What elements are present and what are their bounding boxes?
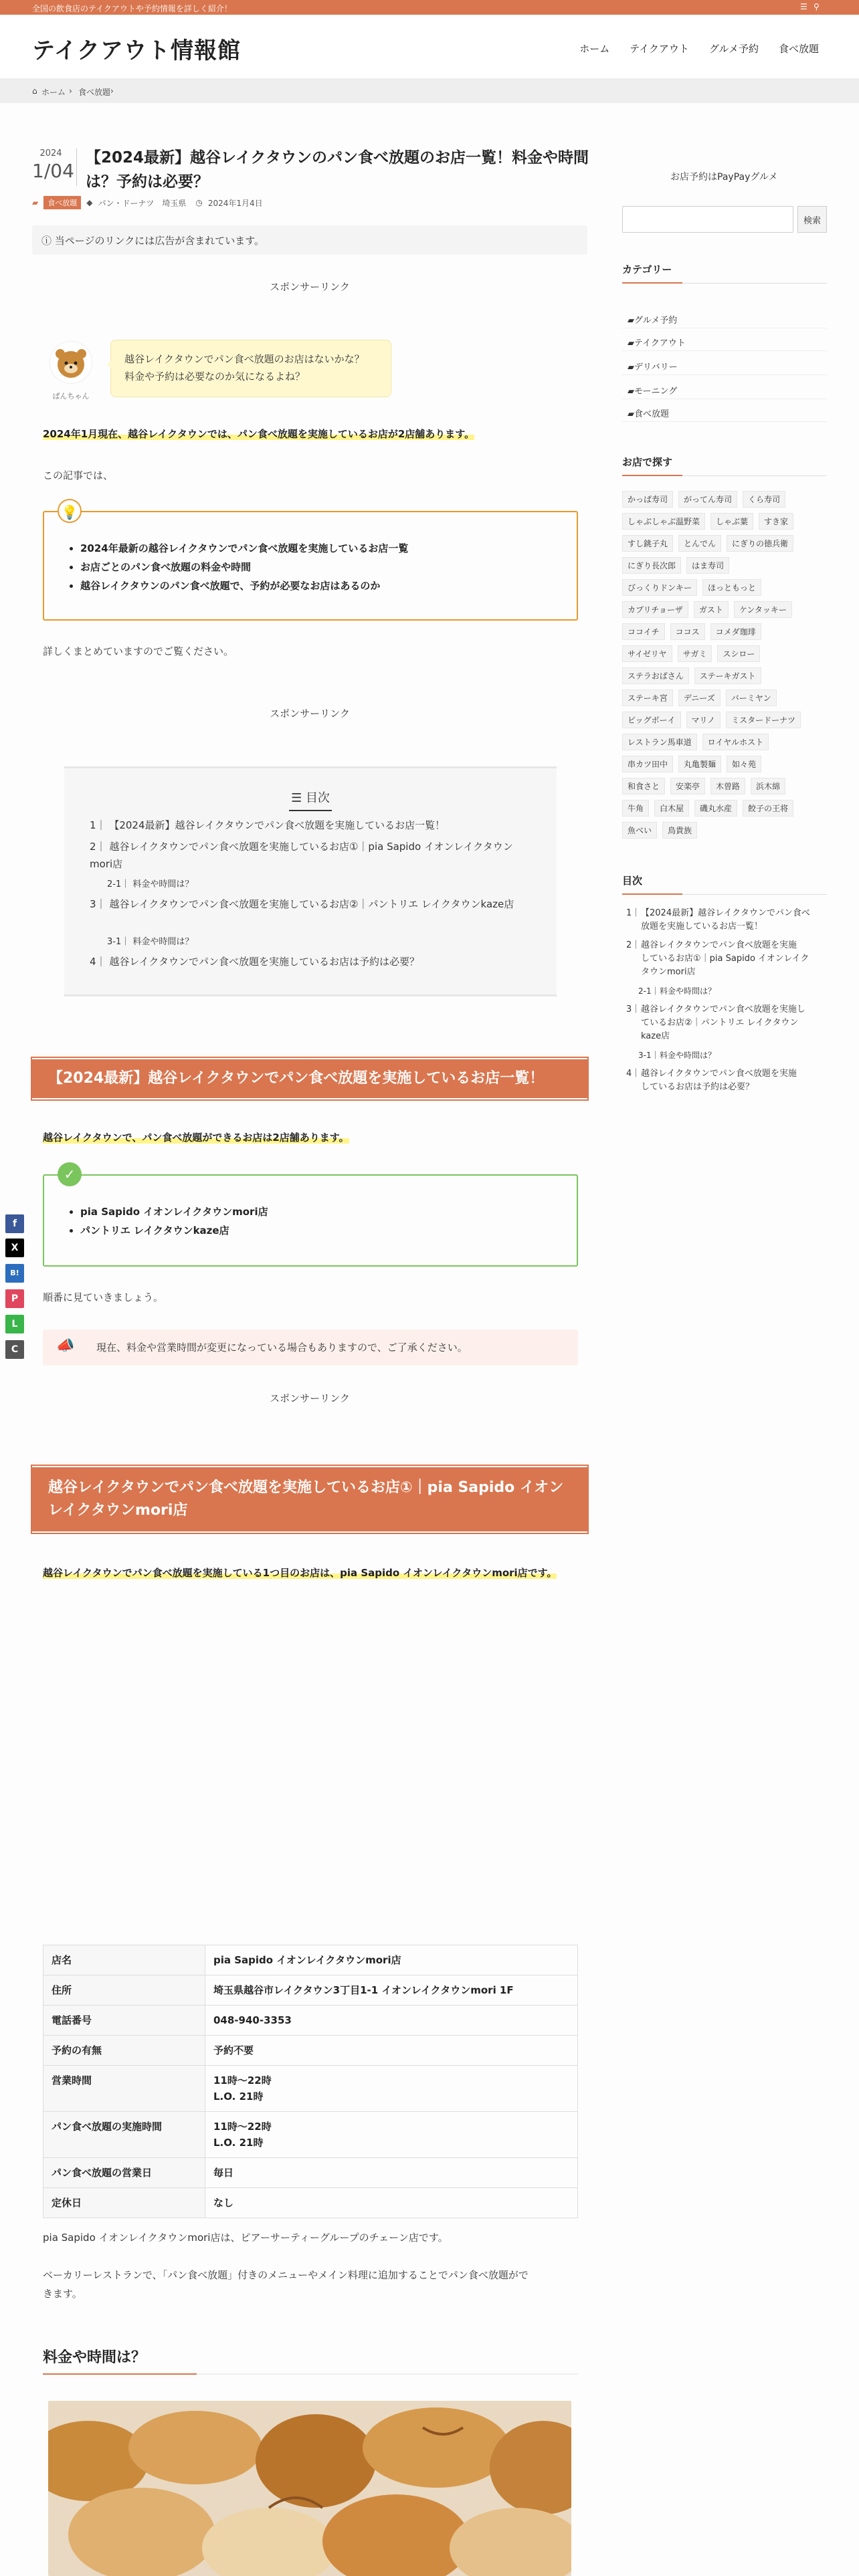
line-share-button[interactable]: L (5, 1315, 24, 1333)
sidebar-category-item[interactable]: ▰グルメ予約 (628, 316, 678, 326)
toc-divider (289, 810, 332, 811)
tag-link[interactable]: 白木屋 (654, 800, 689, 817)
tag-link[interactable]: 木曽路 (710, 778, 745, 794)
nav-buffet[interactable]: 食べ放題 (778, 43, 819, 55)
nav-takeout[interactable]: テイクアウト (630, 43, 689, 55)
tag-link[interactable]: ミスタードーナツ (726, 712, 801, 728)
tag-link[interactable]: ガスト (694, 601, 729, 618)
post-year: 2024 (39, 148, 62, 158)
shop-info-table (43, 1945, 578, 2218)
subsection-heading: 料金や時間は？ (43, 2346, 578, 2375)
clock-icon: ◷ (195, 198, 203, 207)
tag-link[interactable]: ステーキガスト (694, 667, 761, 684)
tag-link[interactable]: 安楽亭 (670, 778, 705, 794)
table-row: パン食べ放題の実施時間 11時〜22時 L.O. 21時 (43, 2112, 578, 2158)
avatar (50, 341, 92, 384)
highlight-text: 越谷レイクタウンでパン食べ放題を実施している1つ目のお店は、pia Sapido イオンレイクタウンmori店です。 (43, 1567, 557, 1579)
tag-link[interactable]: レストラン馬車道 (622, 734, 697, 750)
tag-link[interactable]: びっくりドンキー (622, 579, 697, 596)
tag-link[interactable]: マリノ (686, 712, 721, 728)
ad-notice-text: 当ページのリンクには広告が含まれています。 (54, 235, 264, 247)
sidebar-toc-item[interactable]: 2｜ 越谷レイクタウンでパン食べ放題を実施 しているお店①｜pia Sapido イオンレイク タウンmori店 (626, 940, 809, 977)
breadcrumb (0, 79, 859, 103)
nav-home[interactable]: ホーム (579, 43, 610, 55)
home-icon: ⌂ (32, 86, 37, 96)
tag-link[interactable]: かっぱ寿司 (622, 491, 673, 508)
tag-link[interactable]: すき家 (759, 513, 793, 530)
divider (622, 421, 827, 422)
tag-link[interactable]: 磯丸水産 (694, 800, 737, 817)
tag-link[interactable]: ステラおばさん (622, 667, 689, 684)
published-date: 2024年1月4日 (207, 198, 263, 208)
nav-gourmet[interactable]: グルメ予約 (708, 43, 759, 55)
tag-link[interactable]: がってん寿司 (678, 491, 737, 508)
toc-item-4[interactable]: 4｜ 越谷レイクタウンでパン食べ放題を実施しているお店は予約は必要？ (90, 956, 419, 968)
tag-link[interactable]: カプリチョーザ (622, 601, 688, 618)
tag-link[interactable]: にぎりの徳兵衛 (727, 535, 793, 552)
order-note: 順番に見ていきましょう。 (43, 1291, 164, 1303)
breadcrumb-home[interactable]: ホーム (41, 88, 66, 97)
lightbulb-icon: 💡 (58, 499, 82, 523)
table-row: 定休日 なし (43, 2188, 578, 2218)
sidebar-toc-item[interactable]: 3-1｜ 料金や時間は？ (638, 1051, 717, 1060)
tag-link[interactable]: 牛角 (622, 800, 649, 817)
shop-item: • pia Sapido イオンレイクタウンmori店 (80, 1202, 268, 1221)
tag-link[interactable]: ココス (670, 623, 705, 640)
tag-link[interactable]: 鳥貴族 (662, 822, 697, 839)
tag-link[interactable]: 和食さと (622, 778, 665, 794)
facebook-share-button[interactable]: f (5, 1214, 24, 1233)
divider (622, 374, 827, 375)
ad-notice (32, 225, 587, 255)
rss-icon[interactable]: ☰ (800, 2, 807, 11)
toc-item-1[interactable]: 1｜ 【2024最新】越谷レイクタウンでパン食べ放題を実施しているお店一覧！ (90, 819, 446, 831)
chevron-right-icon: › (69, 86, 72, 96)
table-row: パン食べ放題の営業日 毎日 (43, 2158, 578, 2188)
sidebar-category-item[interactable]: ▰デリバリー (628, 362, 678, 372)
tag-icon: ◆ (86, 198, 93, 207)
tag-link[interactable]: ほっともっと (702, 579, 761, 596)
shop-item: • パントリエ レイクタウンkaze店 (80, 1221, 268, 1240)
intro-text: この記事では、 (43, 469, 114, 481)
tag-link[interactable]: とんでん (678, 535, 721, 552)
sidebar-category-item[interactable]: ▰モーニング (628, 387, 678, 397)
breadcrumb-category[interactable]: 食べ放題 (78, 88, 111, 97)
chevron-right-icon: › (110, 86, 114, 96)
section-heading-2: 越谷レイクタウンでパン食べ放題を実施しているお店①｜pia Sapido イオンレイクタウンmori店 (32, 1466, 587, 1533)
table-row: 予約の有無 予約不要 (43, 2036, 578, 2066)
topbar-message: 全国の飲食店のテイクアウトや予約情報を詳しく紹介！ (32, 4, 232, 13)
hatena-share-button[interactable]: B! (5, 1264, 24, 1283)
category-badge[interactable]: 食べ放題 (43, 196, 81, 209)
site-header (0, 15, 859, 79)
tag-link[interactable]: 如々苑 (727, 756, 761, 772)
divider (622, 350, 827, 351)
post-date-box (32, 148, 74, 182)
notice-text: 現在、料金や営業時間が変更になっている場合もありますので、ご了承ください。 (96, 1341, 468, 1354)
sidebar-toc-item[interactable]: 4｜ 越谷レイクタウンでパン食べ放題を実施 しているお店は予約は必要？ (626, 1069, 797, 1092)
sidebar-toc-title: 目次 (622, 873, 827, 895)
toc-item-2-1[interactable]: 2-1｜ 料金や時間は？ (107, 879, 194, 889)
tag-link[interactable]: ケンタッキー (734, 601, 792, 618)
table-row: 営業時間 11時〜22時 L.O. 21時 (43, 2066, 578, 2112)
sidebar-toc-item[interactable]: 3｜ 越谷レイクタウンでパン食べ放題を実施し ているお店②｜パントリエ レイクタウン kaze店 (626, 1004, 805, 1041)
tag-link[interactable]: 丸亀製麺 (678, 756, 721, 772)
date-divider (76, 148, 77, 186)
tag-link[interactable]: ビッグボーイ (622, 712, 681, 728)
copy-link-button[interactable]: C (5, 1340, 24, 1359)
megaphone-icon: 📣 (56, 1337, 75, 1354)
sponsor-label: スポンサーリンク (270, 708, 350, 720)
shops-box (43, 1166, 578, 1267)
tag-link[interactable]: 魚べい (622, 822, 657, 839)
toc-item-3-1[interactable]: 3-1｜ 料金や時間は？ (107, 937, 194, 947)
tag-link[interactable]: にぎり長次郎 (622, 557, 681, 574)
tag-cloud (622, 491, 827, 845)
search-icon[interactable]: ⚲ (814, 2, 820, 11)
toc-item-3[interactable]: 3｜ 越谷レイクタウンでパン食べ放題を実施しているお店②｜パントリエ レイクタウンkaze店 (90, 898, 514, 910)
tag-link[interactable]: はま寿司 (686, 557, 729, 574)
tag-link[interactable]: スシロー (717, 645, 760, 662)
tag-link[interactable]: 串カツ田中 (622, 756, 673, 772)
post-meta (32, 196, 263, 209)
global-nav (579, 41, 819, 56)
tag-link[interactable]: ロイヤルホスト (702, 734, 769, 750)
highlight-text: 越谷レイクタウンで、パン食べ放題ができるお店は2店舗あります。 (43, 1132, 349, 1144)
speech-bubble (110, 340, 391, 397)
x-share-button[interactable]: X (5, 1239, 24, 1257)
toc-title: ☰ 目次 (291, 791, 330, 805)
section-heading-1: 【2024最新】越谷レイクタウンでパン食べ放題を実施しているお店一覧！ (32, 1058, 587, 1099)
point-item: • 2024年最新の越谷レイクタウンでパン食べ放題を実施しているお店一覧 (80, 539, 408, 558)
tag-link[interactable]: バーミヤン (726, 689, 777, 706)
sidebar-category-title: カテゴリー (622, 262, 827, 284)
tag-link[interactable]: しゃぶしゃぶ温野菜 (622, 513, 705, 530)
tag-link[interactable]: コメダ珈琲 (710, 623, 761, 640)
sponsor-label: スポンサーリンク (270, 281, 350, 293)
sidebar-category-item[interactable]: ▰食べ放題 (628, 409, 670, 419)
info-icon: ⓘ (41, 235, 52, 247)
sidebar-toc (626, 907, 827, 1107)
sidebar-ad-text[interactable]: お店予約はPayPayグルメ (670, 172, 778, 183)
toc-item-2[interactable]: 2｜ 越谷レイクタウンでパン食べ放題を実施しているお店①｜pia Sapido イオンレイクタウンmori店 (90, 841, 513, 870)
notice-box (43, 1329, 578, 1366)
tag-link[interactable]: ステーキ宮 (622, 689, 673, 706)
search-button[interactable]: 検索 (797, 206, 827, 233)
tag-link[interactable]: サガミ (678, 645, 712, 662)
page-title: 【2024最新】越谷レイクタウンのパン食べ放題のお店一覧！料金や時間は？予約は必要？ (86, 149, 589, 191)
summary-text: 詳しくまとめていますのでご覧ください。 (43, 645, 234, 657)
highlight-text: 2024年1月現在、越谷レイクタウンでは、パン食べ放題を実施しているお店が2店舗あります。 (43, 428, 475, 440)
avatar-name: ぱんちゃん (52, 392, 90, 401)
speech-line: 越谷レイクタウンでパン食べ放題のお店はないかな？ (124, 353, 365, 365)
post-tags[interactable]: パン・ドーナツ 埼玉県 (98, 198, 187, 208)
paragraph: pia Sapido イオンレイクタウンmori店は、ピアーサーティーグループのチェーン店です。 (43, 2232, 448, 2244)
sidebar-toc-item[interactable]: 1｜ 【2024最新】越谷レイクタウンでパン食べ 放題を実施しているお店一覧！ (626, 908, 810, 932)
sidebar-category-item[interactable]: ▰テイクアウト (628, 338, 686, 348)
table-of-contents (64, 766, 557, 996)
tag-link[interactable]: 餃子の王将 (743, 800, 793, 817)
sidebar-tags-title: お店で探す (622, 455, 827, 476)
sponsor-label: スポンサーリンク (270, 1392, 350, 1404)
check-icon: ✓ (58, 1162, 82, 1186)
table-row: 住所 埼玉県越谷市レイクタウン3丁目1-1 イオンレイクタウンmori 1F (43, 1975, 578, 2006)
point-item: • お店ごとのパン食べ放題の料金や時間 (80, 558, 408, 576)
tag-link[interactable]: サイゼリヤ (622, 645, 672, 662)
search-input[interactable] (622, 206, 793, 233)
point-item: • 越谷レイクタウンのパン食べ放題で、予約が必要なお店はあるのか (80, 576, 408, 595)
sidebar-toc-item[interactable]: 2-1｜ 料金や時間は？ (638, 986, 717, 996)
table-row: 電話番号 048-940-3353 (43, 2006, 578, 2036)
pocket-share-button[interactable]: P (5, 1289, 24, 1308)
tag-link[interactable]: デニーズ (678, 689, 721, 706)
tag-link[interactable]: すし銚子丸 (622, 535, 673, 552)
paragraph: ベーカリーレストランで、「パン食べ放題」付きのメニューやメイン料理に追加することでパン食べ放題がで きます。 (43, 2269, 529, 2300)
site-logo[interactable]: テイクアウト情報館 (32, 37, 241, 64)
speech-line: 料金や予約は必要なのか気になるよね？ (124, 370, 306, 383)
post-day: 1/04 (32, 160, 74, 182)
folder-icon: ▰ (32, 198, 39, 207)
table-row: 店名 pia Sapido イオンレイクタウンmori店 (43, 1945, 578, 1975)
tag-link[interactable]: くら寿司 (743, 491, 785, 508)
tag-link[interactable]: 浜木綿 (751, 778, 785, 794)
tag-link[interactable]: ココイチ (622, 623, 665, 640)
list-icon: ☰ (291, 791, 302, 805)
bread-photo (48, 2401, 571, 2576)
points-box (43, 504, 578, 621)
tag-link[interactable]: しゃぶ葉 (710, 513, 753, 530)
top-bar (0, 0, 859, 15)
